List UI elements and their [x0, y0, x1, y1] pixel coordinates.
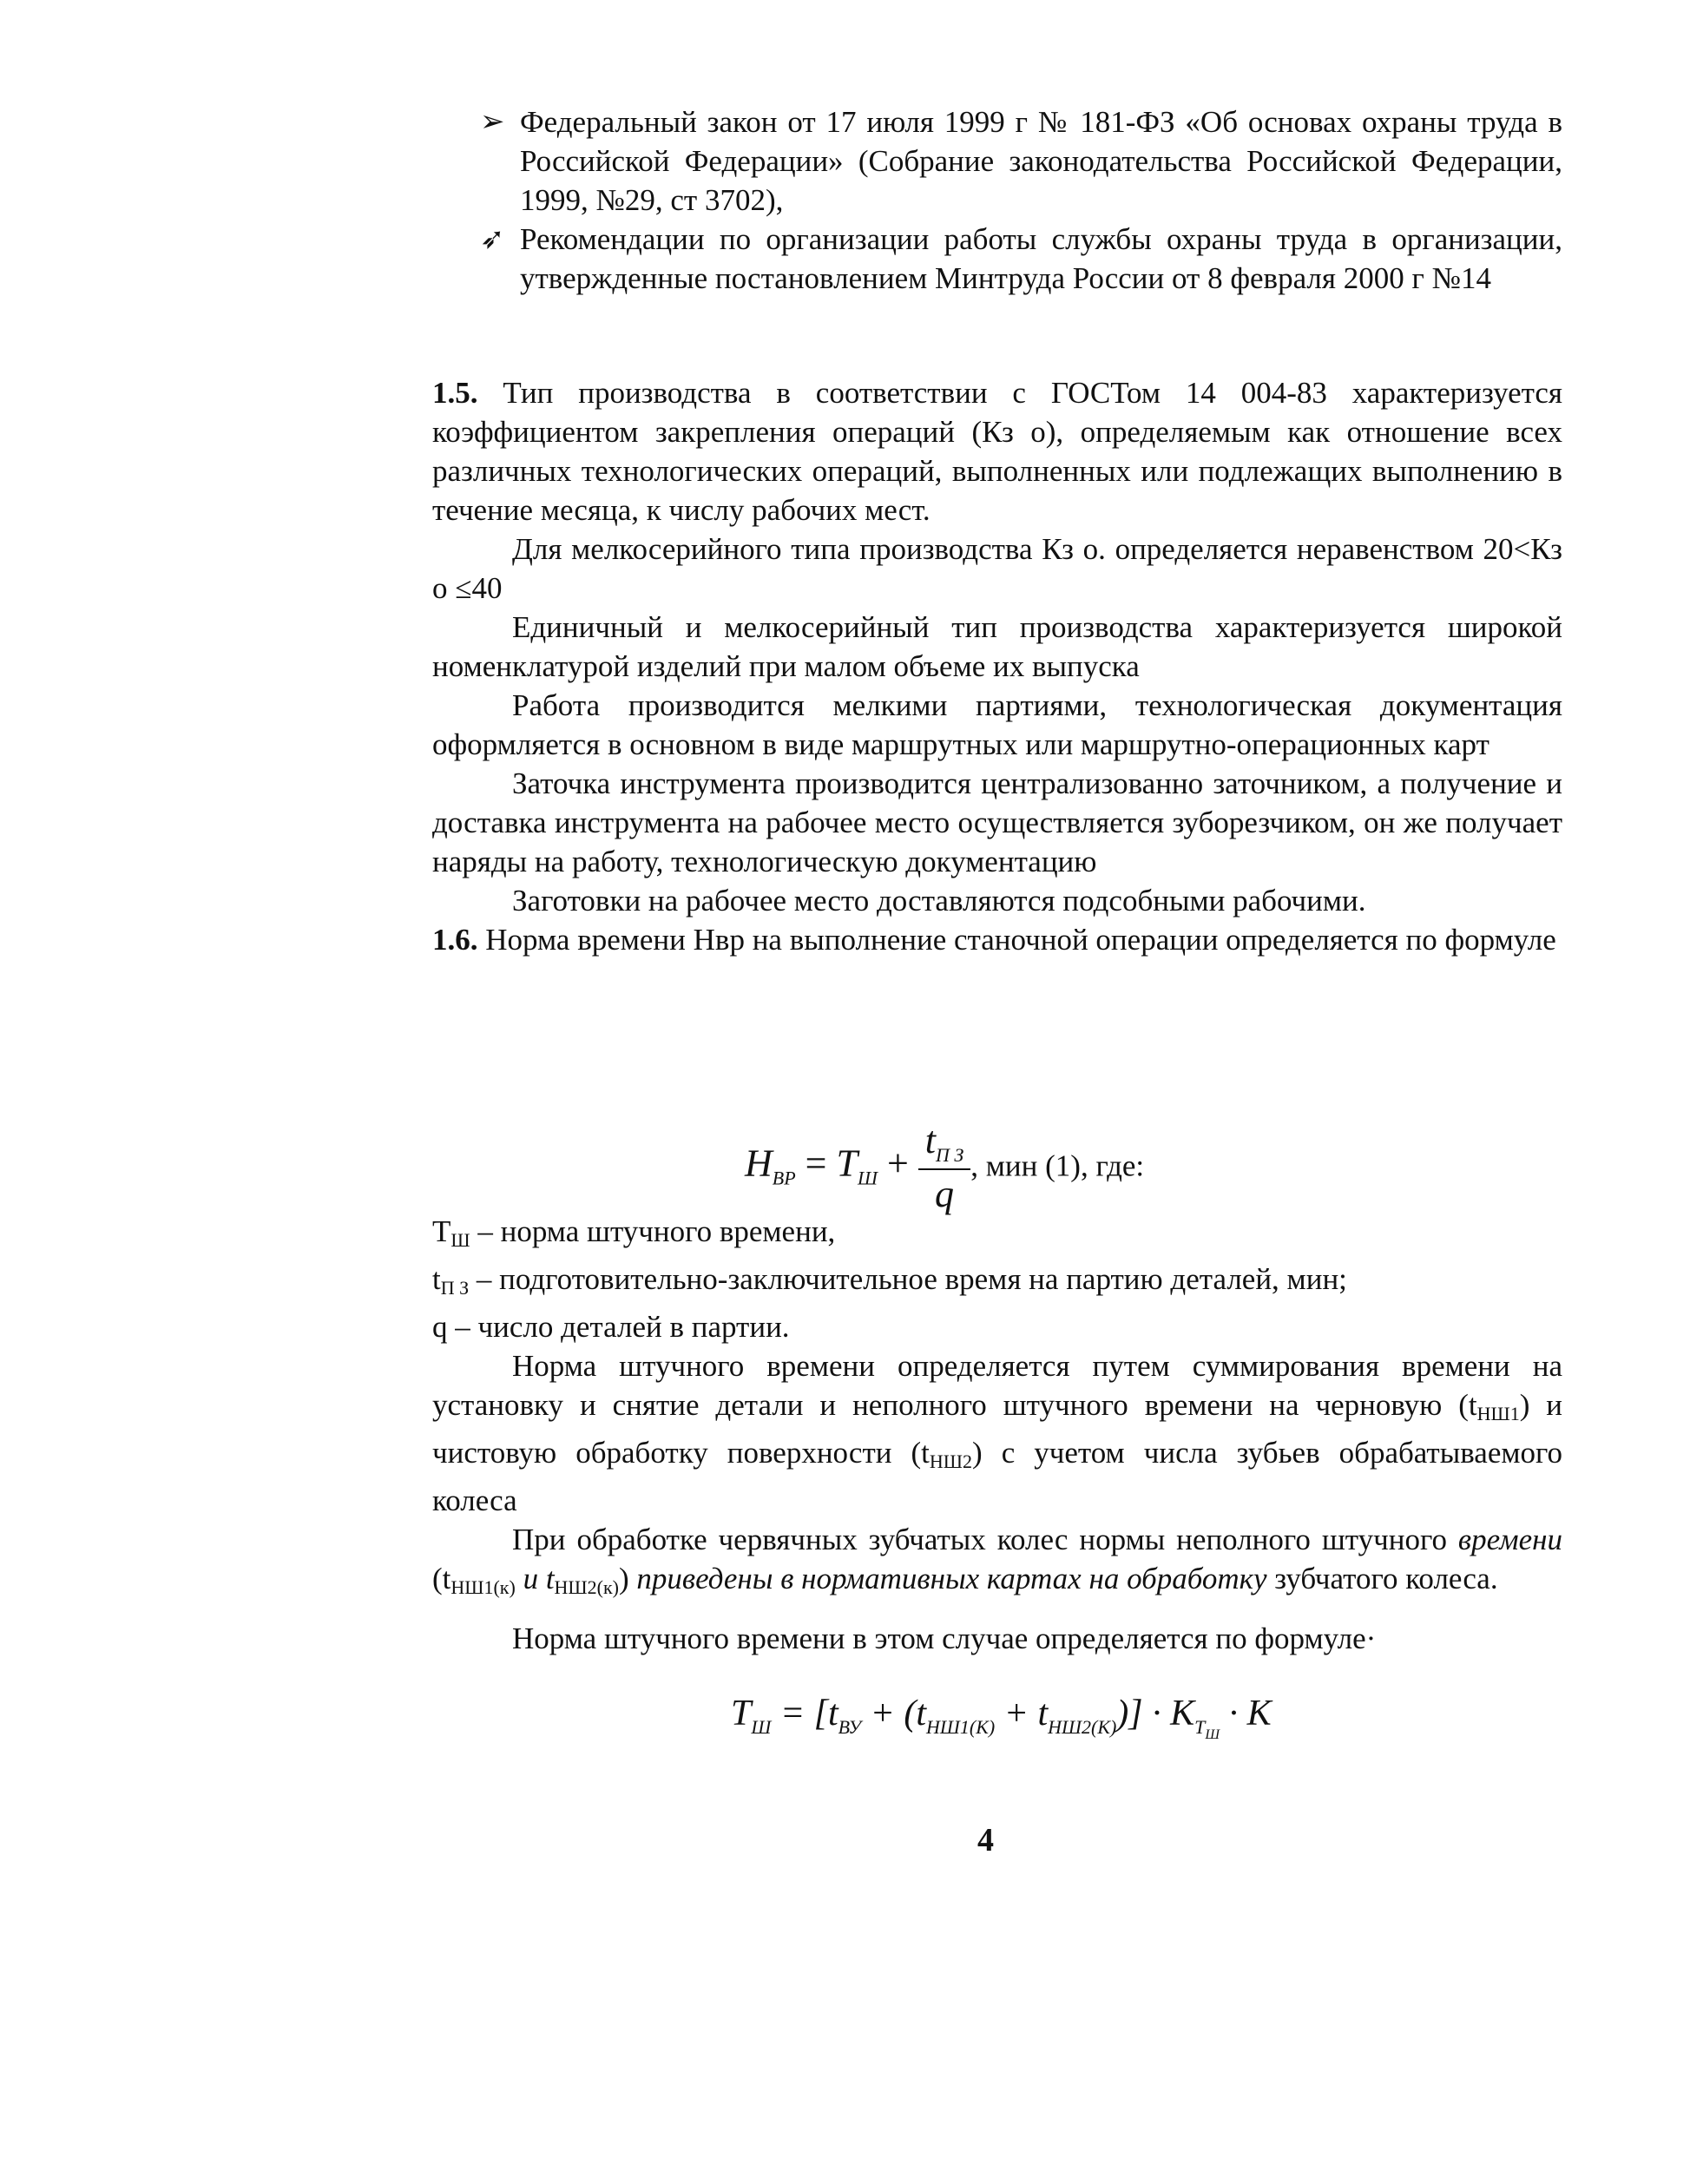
definition-item: q – число деталей в партии.: [432, 1310, 790, 1344]
section-1-6-intro: [432, 920, 1562, 959]
bullet-text: Рекомендации по организации работы службы охраны труда в организации, утвержденные постановлением Минтруда России от 8 февраля 2000 г №14: [520, 222, 1562, 295]
bullet-text: Федеральный закон от 17 июля 1999 г № 181-ФЗ «Об основах охраны труда в Российской Федерации» (Собрание законодательства Российской Федерации, 1999, №29, ст 3702),: [520, 105, 1562, 217]
paragraph: Единичный и мелкосерийный тип производства характеризуется широкой номенклатурой изделий при малом объеме их выпуска: [432, 610, 1562, 683]
paragraph-text: Норма времени Нвр на выполнение станочной операции определяется по формуле: [485, 923, 1556, 957]
arrow-bullet-icon: ➶: [480, 223, 505, 255]
paragraph: Заточка инструмента производится централизованно заточником, а получение и доставка инструмента на рабочее место осуществляется зуборезчиком, он же получает наряды на работу, технологическую документацию: [432, 766, 1562, 878]
bullet-item-federal-law: [432, 102, 1562, 220]
paragraph-formula-intro: Норма штучного времени в этом случае определяется по формуле·: [512, 1622, 1377, 1655]
section-number: 1.6.: [432, 923, 478, 957]
fraction: $\frac{t_{П З}}{q}$: [918, 1118, 971, 1216]
paragraph: Работа производится мелкими партиями, технологическая документация оформляется в основном в виде маршрутных или маршрутно-операционных карт: [432, 688, 1562, 761]
definition-item: ТШ – норма штучного времени,: [432, 1214, 836, 1251]
formula-norm-time: $H_{ВР} = T_Ш$ + $\frac{t_{П З}}{q}$ , мин (1), где:: [745, 1119, 1145, 1215]
definition-item: tП З – подготовительно-заключительное время на партию деталей, мин;: [432, 1262, 1347, 1299]
arrow-bullet-icon: ➢: [480, 106, 505, 138]
paragraph-text: Тип производства в соответствии с ГОСТом 14 004-83 характеризуется коэффициентом закрепления операций (Кз о), определяемым как отношение всех различных технологических операций, выполненных или подлежащих выполнению в течение месяца, к числу рабочих мест.: [432, 376, 1562, 527]
section-1-5: [432, 373, 1562, 959]
paragraph-piece-time-sum: Норма штучного времени определяется путем суммирования времени на установку и снятие детали и неполного штучного времени на черновую (tНШ1) и чистовую обработку поверхности (tНШ2) с учетом числа зубьев обрабатываемого колеса: [432, 1349, 1562, 1517]
page-number: 4: [977, 1822, 994, 1858]
definitions-block: [432, 1212, 1562, 1658]
section-number: 1.5.: [432, 376, 478, 410]
section-1-5-intro: [432, 373, 1562, 530]
paragraph: Для мелкосерийного типа производства Кз о. определяется неравенством 20<Кз о ≤40: [432, 532, 1562, 605]
bullet-list: [432, 102, 1562, 298]
paragraph-worm-gears: При обработке червячных зубчатых колес нормы неполного штучного времени (tНШ1(к) и tНШ2(к)) приведены в нормативных картах на обработку зубчатого колеса.: [432, 1523, 1562, 1598]
bullet-item-recommendations: [432, 220, 1562, 298]
paragraph: Заготовки на рабочее место доставляются подсобными рабочими.: [512, 884, 1366, 918]
formula-piece-time: $T_Ш = [t_{ВУ} + (t_{НШ1(К)} + t_{НШ2(К)})] \cdot K_{ТШ} \cdot K$: [731, 1694, 1272, 1742]
